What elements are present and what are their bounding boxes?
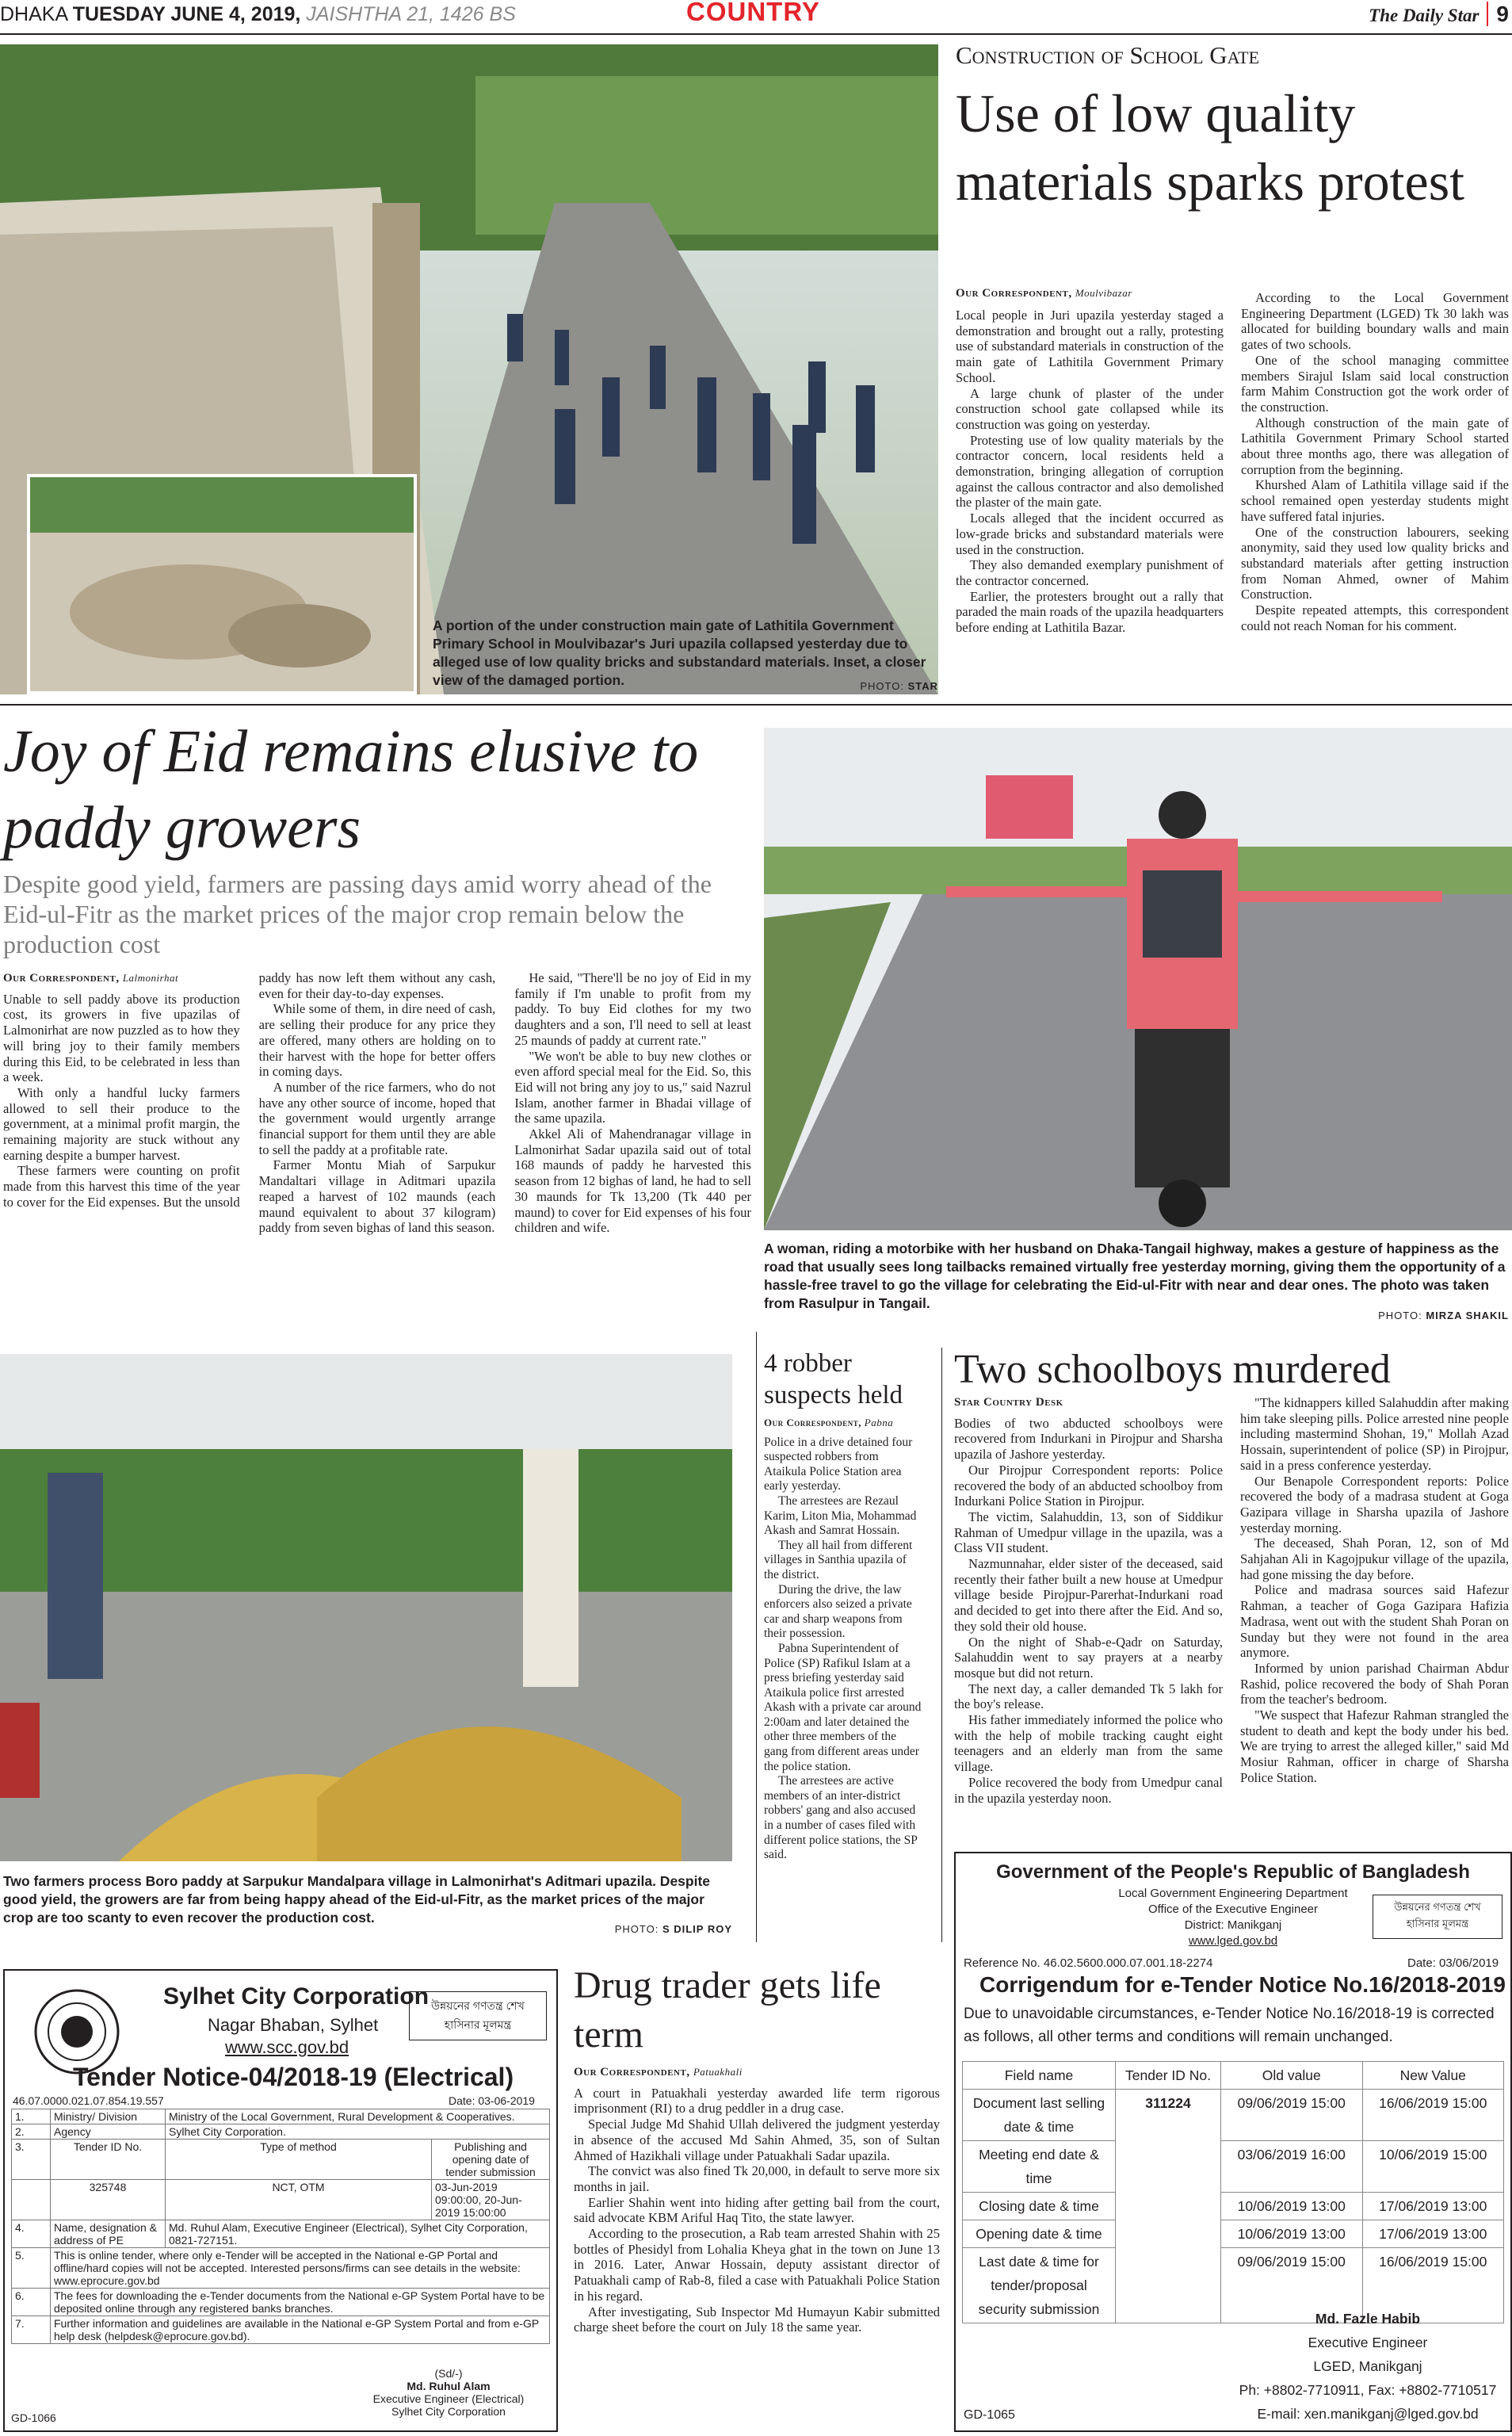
signer-org: Sylhet City Corporation	[391, 2405, 506, 2418]
signer-title: Executive Engineer	[1308, 2335, 1428, 2350]
table-row: Document last selling date & time 311224 09/06/2019 15:00 16/06/2019 15:00	[963, 2090, 1504, 2141]
table-row: Meeting end date & time 03/06/2019 16:00 10/06/2019 15:00	[963, 2141, 1504, 2193]
lged-slogan: উন্নয়নের গণতন্ত্র শেখ হাসিনার মূলমন্ত্র	[1373, 1895, 1502, 1939]
dateline-bengali-date: JAISHTHA 21, 1426 BS	[306, 3, 516, 25]
story4-headline: Two schoolboys murdered	[954, 1347, 1391, 1392]
story1-p6: Earlier, the protesters brought out a rally that paraded the main roads of the upazila headquarters before ending at Lathitila Bazar.	[956, 588, 1224, 636]
table-row: 3. Tender ID No. Type of method Publishing and opening date of tender submission	[12, 2140, 550, 2180]
story3-p1: Police in a drive detained four suspected robbers from Ataikula Police Station area early yesterday.	[764, 1435, 913, 1493]
lged-dept: Local Government Engineering Department	[1118, 1887, 1348, 1900]
story3-p3: They all hail from different villages in Santhia upazila of the district.	[764, 1538, 913, 1581]
table-row: Closing date & time 10/06/2019 13:00 17/06/2019 13:00	[963, 2193, 1504, 2220]
paddy-farmers-icon	[0, 1354, 732, 1861]
table-row: 1. Ministry/ Division Ministry of the Local Government, Rural Development & Cooperatives.	[12, 2109, 550, 2124]
story1-p5: They also demanded exemplary punishment of the contractor concerned.	[956, 557, 1224, 588]
story4-p3: The victim, Salahuddin, 13, son of Siddikur Rahman of Umedpur village in the upazila, was a Class VII student.	[954, 1509, 1223, 1556]
story1-p7: According to the Local Government Engineering Department (LGED) Tk 30 lakh was allocated for building boundary walls and main gates of two schools.	[1241, 290, 1509, 353]
story4-byline: Star Country Desk	[954, 1396, 1063, 1409]
school-photo-caption: A portion of the under construction main gate of Lathitila Government Primary School in Moulvibazar's Juri upazila collapsed yesterday due to alleged use of low quality bricks and substandard materials. Inset, a closer view of the damaged portion.	[433, 618, 926, 688]
story2-p1: Unable to sell paddy above its production cost, its growers in five upazilas of Lalmonirhat are now puzzled as to how they will bring joy to their family members during this Eid, to be celebrated in less than a week.	[3, 991, 240, 1085]
table-row: 4. Name, designation & address of PE Md. Ruhul Alam, Executive Engineer (Electrical), Sylhet City Corporation, 0821-727151.	[12, 2220, 550, 2248]
motorbike-credit: PHOTO: MIRZA SHAKIL	[1378, 1310, 1509, 1321]
story4-p11: The deceased, Shah Poran, 12, son of Md Sahjahan Ali in Kagojpukur village of the upazila, had gone missing the day before.	[1240, 1535, 1509, 1582]
story3-p6: The arrestees are active members of an inter-district robbers' gang and also accused in a number of cases filed with different police stations, the SP said.	[764, 1774, 918, 1862]
story1-p2: A large chunk of plaster of the under construction school gate collapsed while its construction was going on yesterday.	[956, 385, 1224, 432]
motorbike-photo	[764, 728, 1512, 1230]
table-row: Opening date & time 10/06/2019 13:00 17/06/2019 13:00	[963, 2220, 1504, 2248]
sylhet-memo: 46.07.0000.021.07.854.19.557	[13, 2094, 164, 2107]
signer-name: Md. Ruhul Alam	[407, 2380, 491, 2392]
lged-ref: Reference No. 46.02.5600.000.07.001.18-2274	[964, 1956, 1213, 1970]
story4-p4: Nazmunnahar, elder sister of the deceased, said recently their father built a new house at Umedpur village beside Pirojpur-Parerhat-Indurkani road and decided to get into there after the Eid. And so, they sold their old house.	[954, 1556, 1223, 1634]
table-row: 5. This is online tender, where only e-Tender will be accepted in the National e-GP Portal and offline/hard copies will not be accepted. Interested persons/firms can see details in the website: www.eprocure.gov.bd	[12, 2248, 550, 2289]
story5-p6: After investigating, Sub Inspector Md Humayun Kabir submitted charge sheet before the court on July 18 the same year.	[574, 2304, 940, 2335]
vertical-rule	[756, 1332, 757, 1942]
school-photo-credit: PHOTO: STAR	[860, 680, 938, 692]
story4-p10: Our Benapole Correspondent reports: Police recovered the body of a madrasa student at Goga Gazipara village in Sharsha upazila of Jashore yesterday morning.	[1240, 1473, 1509, 1535]
story2-p5: A number of the rice farmers, who do not have any other source of income, hoped that the government would urgently arrange financial support for them until they are able to sell the paddy at a profitable rate.	[258, 1079, 496, 1157]
motorbike-icon	[764, 728, 1512, 1230]
story2-headline: Joy of Eid remains elusive to paddy growers	[3, 718, 699, 861]
story5-body	[574, 2064, 940, 2335]
story4-p6: The next day, a caller demanded Tk 5 lakh for the boy's release.	[954, 1681, 1223, 1712]
story1-p10: Khurshed Alam of Lathitila village said if the school remained open yesterday students might have suffered fatal injuries.	[1241, 477, 1509, 524]
story3-byline: Our Correspondent, Pabna	[764, 1417, 894, 1428]
sylhet-tender-ad	[3, 1969, 558, 2432]
motorbike-caption: A woman, riding a motorbike with her husband on Dhaka-Tangail highway, makes a gesture of happiness as the road that usually sees long tailbacks remained virtually free yesterday morning, giving them the opportunity of a hassle-free travel to go the village for celebrating the Eid-ul-Fitr with near and dear ones. The photo was taken from Rasulpur in Tangail.	[764, 1241, 1506, 1311]
story2-deck: Despite good yield, farmers are passing days amid worry ahead of the Eid-ul-Fitr as the market prices of the major crop remain below the production cost	[3, 870, 712, 958]
lged-title: Corrigendum for e-Tender Notice No.16/2018-2019	[979, 1972, 1506, 1997]
table-row: 2. Agency Sylhet City Corporation.	[12, 2124, 550, 2140]
paper-logo: The Daily Star	[1369, 6, 1480, 25]
section-divider	[0, 704, 1512, 706]
story4-p14: "We suspect that Hafezur Rahman strangled the student to death and kept the body under his bed. We are trying to arrest the alleged killer," said Md Mosiur Rahman, officer in charge of Sharsha Police Station.	[1240, 1707, 1509, 1785]
signer-email: E-mail: xen.manikganj@lged.gov.bd	[1257, 2406, 1479, 2422]
story1-headline: Use of low quality materials sparks protest	[956, 83, 1465, 212]
sylhet-date: Date: 03-06-2019	[449, 2094, 535, 2107]
story2-body	[3, 970, 751, 1344]
lged-office: Office of the Executive Engineer	[1147, 1903, 1318, 1916]
signer-phone: Ph: +8802-7710911, Fax: +8802-7710517	[1239, 2382, 1497, 2398]
story1-p11: One of the construction labourers, seeking anonymity, said they used low quality bricks and substandard materials after getting instruction from Noman Ahmed, owner of Mahim Construction.	[1241, 524, 1509, 602]
sylhet-tender-table	[11, 2109, 550, 2344]
story1-p8: One of the school managing committee members Sirajul Islam said local construction farm Mahim Construction got the work order of the construction.	[1241, 352, 1509, 415]
vertical-rule-2	[941, 1348, 942, 1942]
table-row: 6. The fees for downloading the e-Tender documents from the National e-GP System Portal have to be deposited online through any registered banks branches.	[12, 2289, 550, 2316]
lged-district: District: Manikganj	[1184, 1918, 1282, 1932]
lged-corrigendum-table	[962, 2061, 1504, 2323]
story4-p1: Bodies of two abducted schoolboys were recovered from Indurkani in Pirojpur and Sharsha upazila of Jashore yesterday.	[954, 1415, 1223, 1463]
story4-p13: Informed by union parishad Chairman Abdur Rashid, police recovered the body of Shah Poran from the teacher's bedroom.	[1240, 1660, 1509, 1707]
paddy-caption: Two farmers process Boro paddy at Sarpukur Mandalpara village in Lalmonirhat's Aditmari upazila. Despite good yield, the growers are far from being happy ahead of the Eid-ul-Fitr, as the market prices of the major crop are too scanty to even recover the production cost.	[3, 1873, 711, 1925]
story4-body	[954, 1395, 1509, 1823]
table-row: 7. Further information and guidelines are available in the National e-GP System Portal and from e-GP help desk (helpdesk@eprocure.gov.bd).	[12, 2316, 550, 2344]
sylhet-org: Sylhet City Corporation	[163, 1983, 430, 2010]
story2-p6: Farmer Montu Miah of Sarpukur Mandaltari village in Aditmari upazila reaped a harvest of 102 maunds (each maund equivalent to about 37 kilogram) paddy from seven bighas of land this season.	[258, 1157, 496, 1236]
story5-p1: A court in Patuakhali yesterday awarded life term rigorous imprisonment (RI) to a drug peddler in a drug case.	[574, 2085, 940, 2117]
rubble-inset-photo	[27, 474, 417, 694]
sylhet-slogan: উন্নয়নের গণতন্ত্র শেখ হাসিনার মূলমন্ত্র	[409, 1991, 547, 2040]
story5-byline: Our Correspondent, Patuakhali	[574, 2066, 743, 2078]
lged-signature	[1233, 2307, 1502, 2426]
sylhet-title: Tender Notice-04/2018-19 (Electrical)	[73, 2063, 514, 2091]
lged-gov: Government of the People's Republic of Bangladesh	[996, 1861, 1470, 1883]
story1-p4: Locals alleged that the incident occurred as low-grade bricks and substandard materials were used in the construction.	[956, 511, 1224, 557]
story2-p4: While some of them, in dire need of cash, are selling their produce for any price they are offered, many others are holding on to their harvest with the hope for better offers in coming days.	[258, 1001, 496, 1080]
story4-p2: Our Pirojpur Correspondent reports: Police recovered the body of an abducted schoolboy from Indurkani Police Station in Pirojpur.	[954, 1462, 1223, 1509]
story1-body	[956, 290, 1509, 696]
story2-p8: "We won't be able to buy new clothes or even afford special meal for the Eid. So, this Eid will not bring any joy to us," said Nazrul Islam, another farmer in Bhadai village of the same upazila.	[514, 1048, 751, 1126]
story2-p7: He said, "There'll be no joy of Eid in my family if I'm unable to profit from my paddy. To buy Eid clothes for my two daughters and a son, I'll need to sell at least 25 maunds of paddy at current rate."	[514, 970, 751, 1048]
story5-p2: Special Judge Md Shahid Ullah delivered the judgment yesterday in absence of the accused Md Sahin Ahmed, 35, son of Sultan Ahmed of Hazikhali village under Patuakhali Sadar upazila.	[574, 2117, 940, 2163]
lged-gd: GD-1065	[964, 2408, 1015, 2422]
story1-p12: Despite repeated attempts, this correspondent could not reach Noman for his comment.	[1241, 602, 1509, 633]
story1-byline: Our Correspondent, Moulvibazar	[956, 287, 1132, 300]
lged-corrigendum-ad	[954, 1852, 1512, 2432]
sylhet-sub: Nagar Bhaban, Sylhet	[208, 2015, 379, 2035]
table-row: Last date & time for tender/proposal security submission 09/06/2019 15:00 16/06/2019 15:00	[963, 2248, 1504, 2323]
story3-headline: 4 robber suspects held	[764, 1349, 903, 1409]
story1-p1: Local people in Juri upazila yesterday staged a demonstration and brought out a rally, protesting use of substandard materials in construction of the main gate of Lathitila Government Primary School.	[956, 308, 1224, 385]
lged-web: www.lged.gov.bd	[1188, 1934, 1278, 1948]
paddy-photo	[0, 1354, 732, 1861]
story1-p3: Protesting use of low quality materials by the contractor concern, local residents held a demonstration, bringing allegation of corruption against the callous contractor and also demolished the plaster of the main gate.	[956, 432, 1224, 511]
signer-org: LGED, Manikganj	[1313, 2358, 1422, 2374]
table-header-row: Field name Tender ID No. Old value New Value	[963, 2062, 1504, 2090]
table-row: 325748 NCT, OTM 03-Jun-2019 09:00:00, 20-Jun-2019 15:00:00	[12, 2180, 550, 2220]
story4-p5: On the night of Shab-e-Qadr on Saturday, Salahuddin went to say prayers at a nearby mosque but did not return.	[954, 1634, 1223, 1681]
story2-p9: Akkel Ali of Mahendranagar village in Lalmonirhat Sadar upazila said out of total 168 maunds of paddy he harvested this season from 12 bighas of land, he had to sell 30 maunds for Tk 13,200 (Tk 440 per maund) to cover for Eid expenses of his four children and wife.	[514, 1126, 751, 1236]
dateline-city: DHAKA	[0, 3, 67, 25]
story3-p4: During the drive, the law enforcers also seized a private car and sharp weapons from their possession.	[764, 1582, 912, 1641]
story5-p5: According to the prosecution, a Rab team arrested Shahin with 25 bottles of Phesidyl from Lohalia Kheya ghat in the town on June 13 in 2016. Later, Anwar Hossain, deputy assistant director of Patuakhali camp of Rab-8, filed a case with Patuakhali Police Station in his regard.	[574, 2226, 940, 2304]
dateline	[0, 3, 516, 26]
sylhet-web: www.scc.gov.bd	[225, 2037, 349, 2057]
sylhet-signature	[353, 2367, 544, 2418]
story4-p12: Police and madrasa sources said Hafezur Rahman, a teacher of Goga Gazipara Hafizia Madrasa, went out with the student Shah Poran on Sunday but they were not found in the area anymore.	[1240, 1582, 1509, 1661]
story3-p2: The arrestees are Rezaul Karim, Liton Mia, Mohammad Akash and Samrat Hossain.	[764, 1493, 917, 1538]
lged-intro: Due to unavoidable circumstances, e-Tender Notice No.16/2018-19 is corrected as follows, all other terms and conditions will remain unchanged.	[964, 2006, 1495, 2045]
story1-kicker: Construction of School Gate	[956, 41, 1260, 69]
section-label: COUNTRY	[686, 0, 820, 26]
story4-p9: "The kidnappers killed Salahuddin after making him take sleeping pills. Police arrested nine people including mastermind Shohan, 19," Mollah Azad Hossain, superintendent of police (SP) in Pirojpur, said in a press conference yesterday.	[1240, 1395, 1509, 1473]
paddy-credit: PHOTO: S DILIP ROY	[614, 1923, 732, 1935]
story5-p4: Earlier Shahin went into hiding after getting bail from the court, said advocate KBM Ariful Haq Tito, the state lawyer.	[574, 2194, 940, 2226]
page-number: 9	[1487, 2, 1509, 26]
story2-p2: With only a handful lucky farmers allowed to sell their produce to the government, at a minimal profit margin, the remaining majority are stuck without any earning despite a bumper harvest.	[3, 1084, 240, 1163]
story4-p8: Police recovered the body from Umedpur canal in the upazila yesterday noon.	[954, 1774, 1223, 1806]
page-header	[0, 0, 1512, 35]
paper-brand	[1369, 2, 1509, 27]
lged-date: Date: 03/06/2019	[1407, 1956, 1499, 1970]
signer-name: Md. Fazle Habib	[1315, 2311, 1421, 2327]
sylhet-gd: GD-1066	[11, 2411, 56, 2424]
story4-p7: His father immediately informed the police who with the help of mobile tracking caught eight teenagers and an elderly man from the same village.	[954, 1712, 1223, 1775]
rubble-inset-icon	[30, 477, 414, 691]
signer-title: Executive Engineer (Electrical)	[372, 2392, 525, 2405]
story2-p3: These farmers were counting on profit made from this harvest this time of the year to cover for the Eid expenses. But the unsold paddy has now left them without any cash, even for their day-to-day expenses.	[3, 970, 496, 1210]
story1-p9: Although construction of the main gate of Lathitila Government Primary School started about three months ago, there was allegation of corruption from the beginning.	[1241, 415, 1509, 477]
sd-mark: (Sd/-)	[434, 2367, 463, 2380]
story5-p3: The convict was also fined Tk 20,000, in default to serve more six months in jail.	[574, 2163, 940, 2194]
story5-headline: Drug trader gets life term	[574, 1964, 881, 2055]
story3-p5: Pabna Superintendent of Police (SP) Rafikul Islam at a press briefing yesterday said Ataikula police first arrested Akash with a private car around 2:00am and later detained the other three members of the gang from different areas under the police station.	[764, 1641, 922, 1773]
story3-body	[764, 1416, 922, 1863]
story2-byline: Our Correspondent, Lalmonirhat	[3, 972, 179, 985]
dateline-date: TUESDAY JUNE 4, 2019,	[72, 3, 301, 25]
